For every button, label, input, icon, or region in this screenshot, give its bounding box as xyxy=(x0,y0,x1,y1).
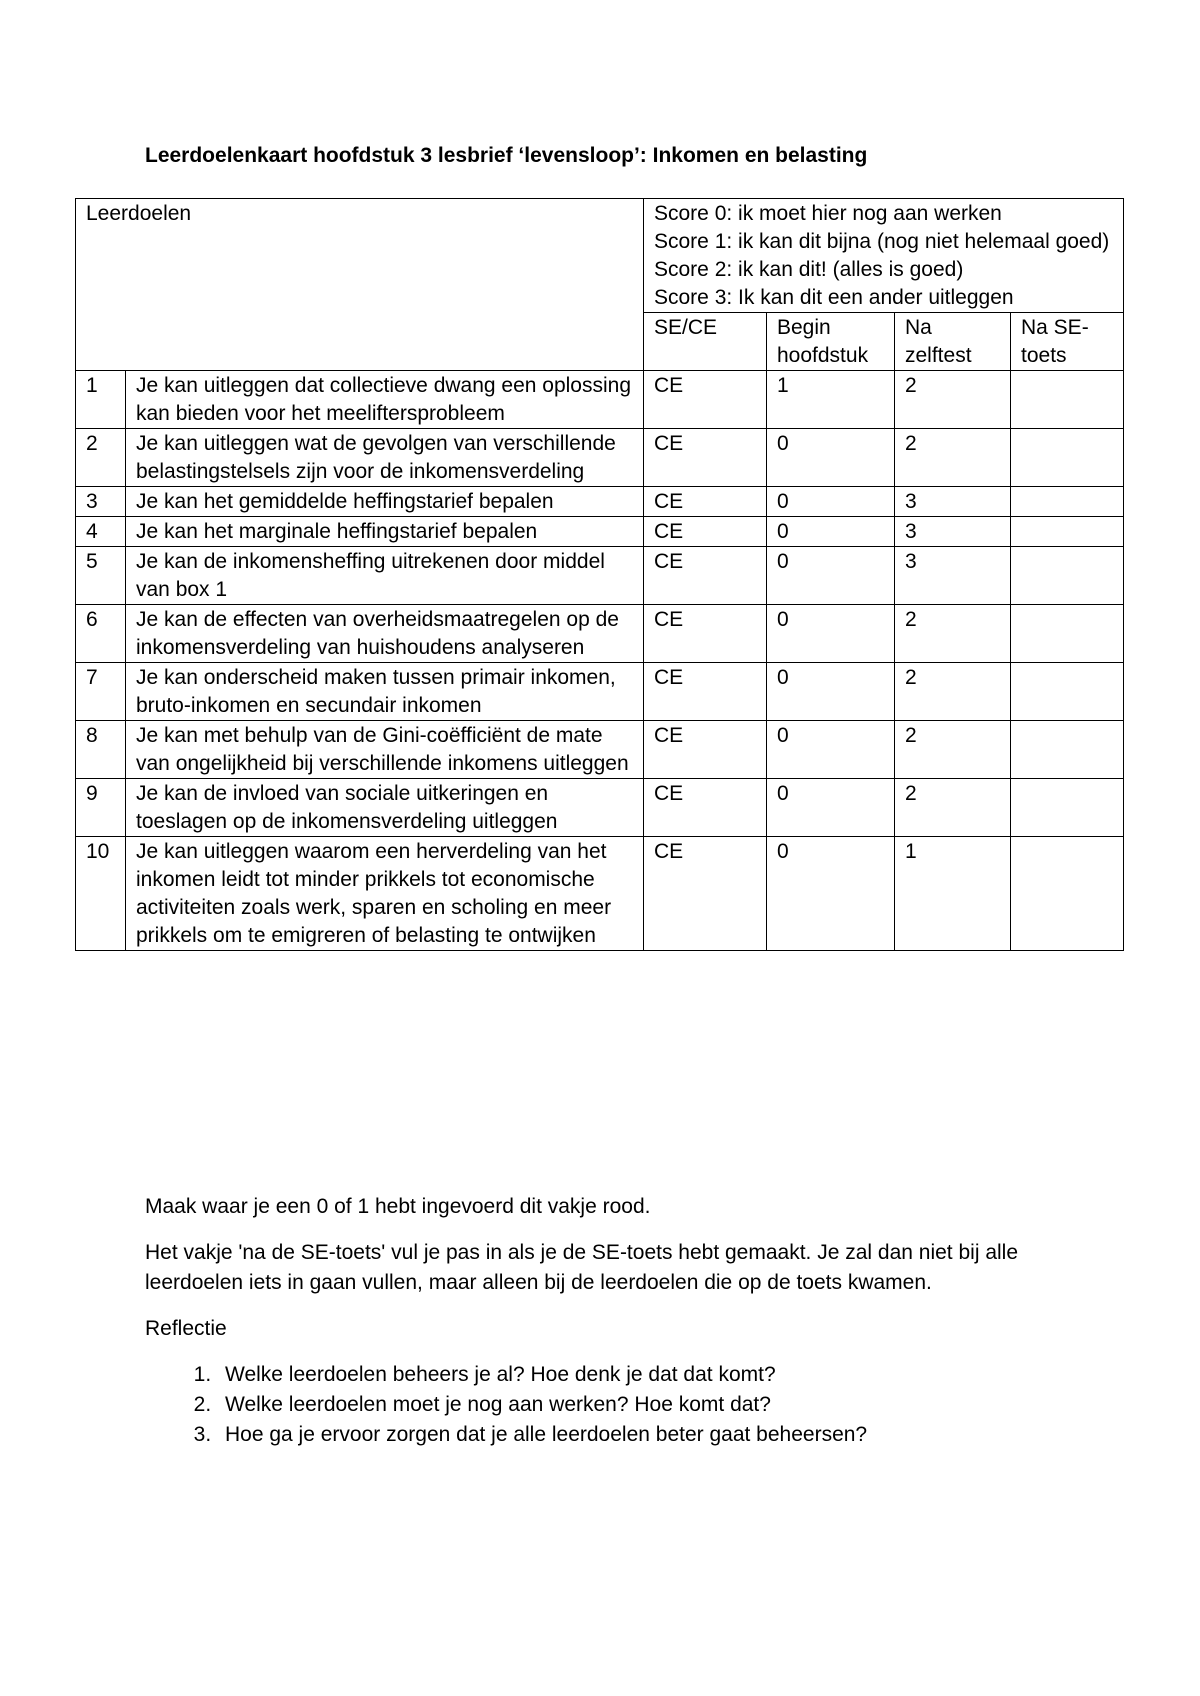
goal-description: Je kan uitleggen dat collectieve dwang een oplossing kan bieden voor het meeliftersprobleem xyxy=(126,371,644,429)
goal-sece: CE xyxy=(644,371,767,429)
score-na-zelftest: 3 xyxy=(895,517,1011,547)
table-row xyxy=(76,487,1124,517)
table-row xyxy=(76,429,1124,487)
table-row xyxy=(76,517,1124,547)
goal-sece: CE xyxy=(644,487,767,517)
goal-number: 1 xyxy=(76,371,126,429)
score-begin-hoofdstuk: 0 xyxy=(767,663,895,721)
score-na-se-toets xyxy=(1011,779,1124,837)
score-na-se-toets xyxy=(1011,663,1124,721)
document-title: Leerdoelenkaart hoofdstuk 3 lesbrief ‘levensloop’: Inkomen en belasting xyxy=(145,144,868,167)
column-header-begin: Begin hoofdstuk xyxy=(767,313,895,371)
header-leerdoelen: Leerdoelen xyxy=(76,199,644,371)
column-header-setoets: Na SE-toets xyxy=(1011,313,1124,371)
table-row xyxy=(76,779,1124,837)
column-header-sece: SE/CE xyxy=(644,313,767,371)
score-begin-hoofdstuk: 0 xyxy=(767,487,895,517)
goal-number: 8 xyxy=(76,721,126,779)
score-legend-line: Score 3: Ik kan dit een ander uitleggen xyxy=(654,286,1014,309)
instruction-red-cells: Maak waar je een 0 of 1 hebt ingevoerd dit vakje rood. xyxy=(145,1195,651,1218)
score-legend-line: Score 0: ik moet hier nog aan werken xyxy=(654,202,1002,225)
reflection-question: 1. Welke leerdoelen beheers je al? Hoe denk je dat dat komt? xyxy=(217,1360,1075,1390)
goal-number: 4 xyxy=(76,517,126,547)
score-na-se-toets xyxy=(1011,605,1124,663)
score-na-zelftest: 2 xyxy=(895,779,1011,837)
score-na-zelftest: 2 xyxy=(895,721,1011,779)
table-row xyxy=(76,663,1124,721)
score-begin-hoofdstuk: 0 xyxy=(767,547,895,605)
table-row xyxy=(76,721,1124,779)
reflection-question: 2. Welke leerdoelen moet je nog aan werken? Hoe komt dat? xyxy=(217,1390,1075,1420)
goal-description: Je kan het gemiddelde heffingstarief bepalen xyxy=(126,487,644,517)
goal-sece: CE xyxy=(644,547,767,605)
score-na-se-toets xyxy=(1011,517,1124,547)
score-na-zelftest: 3 xyxy=(895,487,1011,517)
table-row xyxy=(76,547,1124,605)
score-begin-hoofdstuk: 0 xyxy=(767,779,895,837)
goal-description: Je kan de effecten van overheidsmaatregelen op de inkomensverdeling van huishoudens analyseren xyxy=(126,605,644,663)
score-begin-hoofdstuk: 0 xyxy=(767,837,895,951)
score-begin-hoofdstuk: 0 xyxy=(767,517,895,547)
score-begin-hoofdstuk: 0 xyxy=(767,429,895,487)
score-na-se-toets xyxy=(1011,547,1124,605)
table-row xyxy=(76,371,1124,429)
score-na-se-toets xyxy=(1011,487,1124,517)
goal-number: 7 xyxy=(76,663,126,721)
column-header-zelftest: Na zelftest xyxy=(895,313,1011,371)
goal-description: Je kan het marginale heffingstarief bepalen xyxy=(126,517,644,547)
score-na-zelftest: 2 xyxy=(895,371,1011,429)
score-legend-line: Score 1: ik kan dit bijna (nog niet helemaal goed) xyxy=(654,230,1110,253)
instructions-section xyxy=(145,1192,1075,1450)
goal-description: Je kan de inkomensheffing uitrekenen door middel van box 1 xyxy=(126,547,644,605)
score-na-se-toets xyxy=(1011,371,1124,429)
goal-sece: CE xyxy=(644,837,767,951)
score-begin-hoofdstuk: 1 xyxy=(767,371,895,429)
score-na-zelftest: 2 xyxy=(895,429,1011,487)
table-row xyxy=(76,605,1124,663)
goal-sece: CE xyxy=(644,429,767,487)
score-na-se-toets xyxy=(1011,429,1124,487)
goal-description: Je kan de invloed van sociale uitkeringen en toeslagen op de inkomensverdeling uitleggen xyxy=(126,779,644,837)
goal-description: Je kan uitleggen waarom een herverdeling van het inkomen leidt tot minder prikkels tot economische activiteiten zoals werk, sparen en scholing en meer prikkels om te emigreren of belasting te ontwijken xyxy=(126,837,644,951)
goal-number: 2 xyxy=(76,429,126,487)
score-na-se-toets xyxy=(1011,837,1124,951)
reflection-question: 3. Hoe ga je ervoor zorgen dat je alle leerdoelen beter gaat beheersen? xyxy=(217,1420,1075,1450)
score-na-zelftest: 2 xyxy=(895,663,1011,721)
reflection-heading: Reflectie xyxy=(145,1317,227,1340)
learning-goals-table xyxy=(75,198,1124,951)
goal-sece: CE xyxy=(644,721,767,779)
goal-description: Je kan uitleggen wat de gevolgen van verschillende belastingstelsels zijn voor de inkomensverdeling xyxy=(126,429,644,487)
score-na-se-toets xyxy=(1011,721,1124,779)
goal-sece: CE xyxy=(644,663,767,721)
goal-description: Je kan onderscheid maken tussen primair inkomen, bruto-inkomen en secundair inkomen xyxy=(126,663,644,721)
table-row xyxy=(76,837,1124,951)
score-na-zelftest: 2 xyxy=(895,605,1011,663)
goal-number: 5 xyxy=(76,547,126,605)
goal-number: 10 xyxy=(76,837,126,951)
goal-description: Je kan met behulp van de Gini-coëfficiënt de mate van ongelijkheid bij verschillende inkomens uitleggen xyxy=(126,721,644,779)
score-legend xyxy=(644,199,1124,313)
reflection-questions xyxy=(145,1360,1075,1450)
goal-number: 3 xyxy=(76,487,126,517)
goal-sece: CE xyxy=(644,517,767,547)
goal-number: 9 xyxy=(76,779,126,837)
score-legend-line: Score 2: ik kan dit! (alles is goed) xyxy=(654,258,964,281)
table-header-row xyxy=(76,199,1124,313)
score-na-zelftest: 3 xyxy=(895,547,1011,605)
goal-sece: CE xyxy=(644,605,767,663)
goal-sece: CE xyxy=(644,779,767,837)
score-begin-hoofdstuk: 0 xyxy=(767,721,895,779)
score-begin-hoofdstuk: 0 xyxy=(767,605,895,663)
goal-number: 6 xyxy=(76,605,126,663)
score-na-zelftest: 1 xyxy=(895,837,1011,951)
instruction-se-toets: Het vakje 'na de SE-toets' vul je pas in als je de SE-toets hebt gemaakt. Je zal dan niet bij alle leerdoelen iets in gaan vullen, maar alleen bij de leerdoelen die op de toets kwamen. xyxy=(145,1241,1019,1294)
